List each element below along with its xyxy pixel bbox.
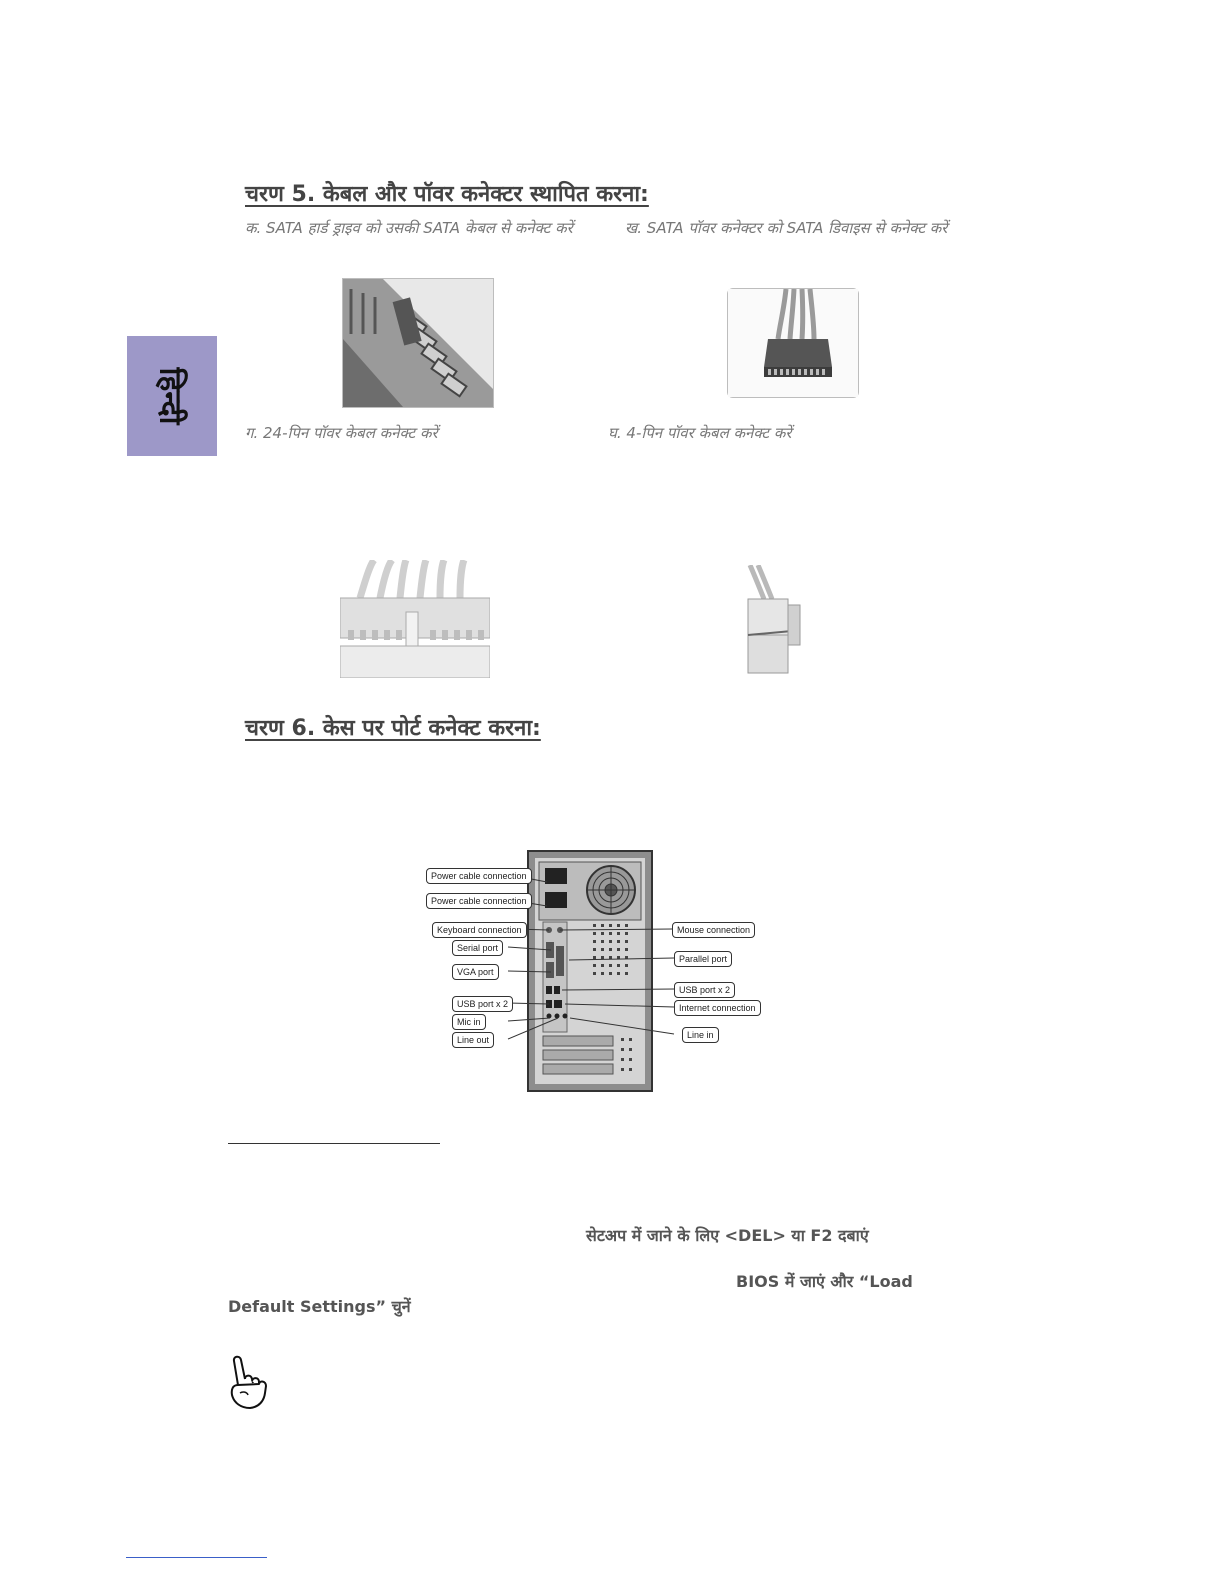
- sata-drive-photo: [342, 278, 494, 408]
- 4-pin-connector-photo: [742, 565, 802, 675]
- step5-caption-a: क. SATA हार्ड ड्राइव को उसकी SATA केबल से कनेक्ट करें: [245, 219, 573, 237]
- callout-usb-right: USB port x 2: [674, 982, 735, 998]
- step5-caption-c: ग. 24-पिन पॉवर केबल कनेक्ट करें: [245, 424, 438, 442]
- callout-usb-left: USB port x 2: [452, 996, 513, 1012]
- setup-note: सेटअप में जाने के लिए <DEL> या F2 दबाएं: [586, 1226, 869, 1245]
- callout-mic-in: Mic in: [452, 1014, 486, 1030]
- callout-mouse: Mouse connection: [672, 922, 755, 938]
- callout-keyboard: Keyboard connection: [432, 922, 527, 938]
- language-tab-label: हिन्दी: [152, 367, 188, 425]
- bios-note-part2: Default Settings” चुनें: [228, 1297, 411, 1316]
- callout-power-cable-1: Power cable connection: [426, 868, 532, 884]
- callout-parallel-port: Parallel port: [674, 951, 732, 967]
- language-side-tab: [127, 336, 217, 456]
- case-back-panel-diagram: [420, 850, 760, 1095]
- step6-heading: चरण 6. केस पर पोर्ट कनेक्ट करना:: [245, 716, 541, 741]
- step5-caption-b: ख. SATA पॉवर कनेक्टर को SATA डिवाइस से कनेक्ट करें: [625, 219, 948, 237]
- bios-note-part1: BIOS में जाएं और “Load: [736, 1272, 913, 1291]
- callout-line-in: Line in: [682, 1027, 719, 1043]
- step5-caption-d: घ. 4-पिन पॉवर केबल कनेक्ट करें: [608, 424, 792, 442]
- sata-power-connector-photo: [727, 288, 859, 398]
- bottom-divider: [126, 1557, 267, 1558]
- callout-serial-port: Serial port: [452, 940, 503, 956]
- callout-power-cable-2: Power cable connection: [426, 893, 532, 909]
- step5-heading: चरण 5. केबल और पॉवर कनेक्टर स्थापित करना:: [245, 182, 649, 207]
- 24-pin-connector-photo: [340, 560, 490, 678]
- pointing-hand-icon: [226, 1355, 272, 1411]
- callout-internet: Internet connection: [674, 1000, 761, 1016]
- footnote-divider: [228, 1143, 440, 1144]
- callout-line-out: Line out: [452, 1032, 494, 1048]
- callout-vga-port: VGA port: [452, 964, 499, 980]
